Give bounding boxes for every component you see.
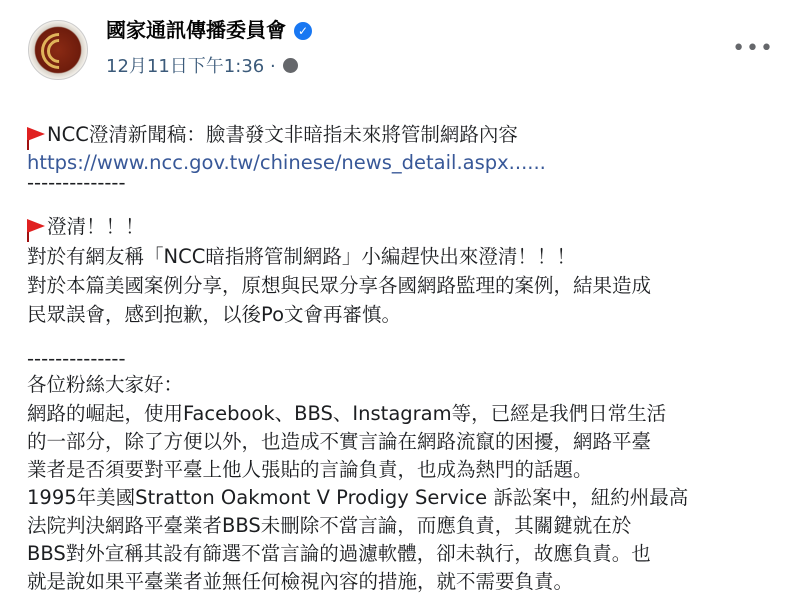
globe-icon xyxy=(283,58,298,73)
clarify-title xyxy=(27,213,145,241)
headline xyxy=(27,121,518,149)
author-name[interactable]: 國家通訊傳播委員會 xyxy=(106,18,286,42)
clarify-title-text: 澄清！！！ xyxy=(47,215,145,238)
article-line: 各位粉絲大家好： xyxy=(27,373,184,396)
page-avatar[interactable] xyxy=(28,20,88,80)
divider: -------------- xyxy=(27,347,126,370)
article-line: 網路的崛起，使用Facebook、BBS、Instagram等，已經是我們日常生活 xyxy=(27,402,667,425)
article-line: 業者是否須要對平臺上他人張貼的言論負責，也成為熱門的話題。 xyxy=(27,458,593,481)
divider: -------------- xyxy=(27,171,126,194)
clarify-line: 民眾誤會，感到抱歉，以後Po文會再審慎。 xyxy=(27,303,401,326)
headline-text: NCC澄清新聞稿：臉書發文非暗指未來將管制網路內容 xyxy=(47,123,518,146)
red-flag-icon xyxy=(27,219,45,233)
article-line: 法院判決網路平臺業者BBS未刪除不當言論，而應負責，其關鍵就在於 xyxy=(27,514,632,537)
red-flag-icon xyxy=(27,127,45,141)
article-line: 1995年美國Stratton Oakmont V Prodigy Service 訴訟案中，紐約州最高 xyxy=(27,486,689,509)
news-link[interactable]: https://www.ncc.gov.tw/chinese/news_detail.aspx...... xyxy=(27,151,546,174)
post-timestamp[interactable]: 12月11日下午1:36 xyxy=(106,56,265,77)
verified-badge-icon: ✓ xyxy=(294,22,312,40)
article-line: 的一部分，除了方便以外，也造成不實言論在網路流竄的困擾，網路平臺 xyxy=(27,430,652,453)
clarify-line: 對於有網友稱「NCC暗指將管制網路」小編趕快出來澄清！！！ xyxy=(27,245,576,268)
more-options-icon[interactable]: ••• xyxy=(732,36,774,61)
meta-separator: · xyxy=(269,56,276,77)
post-author[interactable] xyxy=(106,14,312,43)
post-meta xyxy=(106,52,298,78)
clarify-line: 對於本篇美國案例分享，原想與民眾分享各國網路監理的案例，結果造成 xyxy=(27,274,652,297)
article-line: BBS對外宣稱其設有篩選不當言論的過濾軟體，卻未執行，故應負責。也 xyxy=(27,542,651,565)
article-line: 就是說如果平臺業者並無任何檢視內容的措施，就不需要負責。 xyxy=(27,570,574,593)
